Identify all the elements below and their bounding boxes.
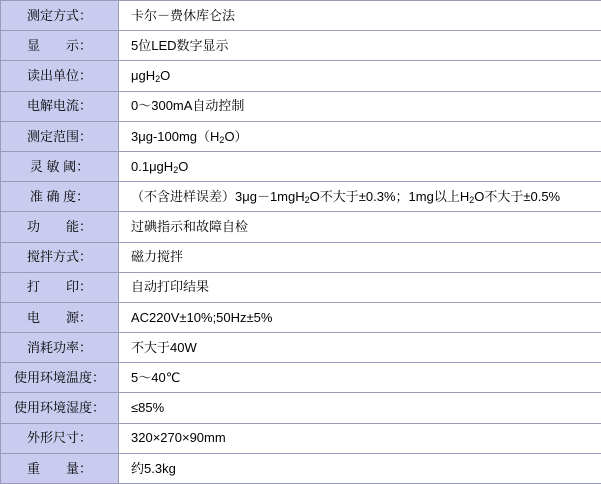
row-value-cell bbox=[119, 333, 601, 363]
row-label: 显 示： bbox=[26, 37, 92, 53]
row-label-cell bbox=[1, 272, 119, 302]
table-row bbox=[1, 151, 601, 181]
row-value-cell bbox=[119, 272, 601, 302]
row-label: 灵 敏 阈： bbox=[29, 158, 90, 174]
row-label: 外形尺寸： bbox=[26, 430, 92, 446]
table-row bbox=[1, 182, 601, 212]
table-row bbox=[1, 333, 601, 363]
row-label-cell bbox=[1, 393, 119, 423]
row-value: 磁力搅拌 bbox=[131, 249, 184, 265]
row-label: 功 能： bbox=[26, 219, 92, 235]
row-value: 0.1μgH$_2$O bbox=[131, 158, 189, 175]
row-label-cell bbox=[1, 453, 119, 483]
table-row bbox=[1, 31, 601, 61]
row-label-cell bbox=[1, 151, 119, 181]
table-row bbox=[1, 302, 601, 332]
row-label-cell bbox=[1, 61, 119, 91]
row-label-cell bbox=[1, 91, 119, 121]
row-value-cell bbox=[119, 423, 601, 453]
row-value-cell bbox=[119, 91, 601, 121]
specifications-table-body bbox=[1, 1, 601, 484]
row-label-cell bbox=[1, 242, 119, 272]
row-label-cell bbox=[1, 212, 119, 242]
row-value-cell bbox=[119, 453, 601, 483]
row-value: （不含进样误差）3μg－1mgH$_2$O不大于±0.3%；1mg以上$H_2O$不大于±0.5% bbox=[131, 188, 561, 205]
row-value-cell bbox=[119, 212, 601, 242]
row-label: 使用环境温度： bbox=[13, 370, 105, 386]
row-value: 320×270×90mm bbox=[131, 430, 226, 446]
row-value-cell bbox=[119, 363, 601, 393]
row-value: 5位LED数字显示 bbox=[131, 37, 229, 53]
row-label: 消耗功率： bbox=[26, 339, 92, 355]
row-label: 使用环境湿度： bbox=[13, 400, 105, 416]
row-value: 0～300mA自动控制 bbox=[131, 98, 245, 114]
row-value: AC220V±10%;50Hz±5% bbox=[131, 309, 273, 325]
table-row bbox=[1, 61, 601, 91]
row-label: 打 印： bbox=[26, 279, 92, 295]
row-value-cell bbox=[119, 121, 601, 151]
row-label-cell bbox=[1, 31, 119, 61]
row-label: 搅拌方式： bbox=[26, 249, 92, 265]
table-row bbox=[1, 423, 601, 453]
row-value: $3\mu g-100mg(H_2O)$ bbox=[131, 128, 248, 145]
row-value-cell bbox=[119, 1, 601, 31]
table-row bbox=[1, 393, 601, 423]
row-label: 重 量： bbox=[26, 460, 92, 476]
row-label: 电 源： bbox=[26, 309, 92, 325]
table-row bbox=[1, 91, 601, 121]
row-value-cell bbox=[119, 151, 601, 181]
table-row bbox=[1, 363, 601, 393]
row-label: 准 确 度： bbox=[29, 188, 90, 204]
row-label: 测定方式： bbox=[26, 7, 92, 23]
row-value: μgH$_2$O bbox=[131, 68, 171, 85]
row-label-cell bbox=[1, 1, 119, 31]
table-row bbox=[1, 212, 601, 242]
row-value-cell bbox=[119, 302, 601, 332]
row-label-cell bbox=[1, 121, 119, 151]
row-value-cell bbox=[119, 242, 601, 272]
table-row bbox=[1, 242, 601, 272]
row-value-cell bbox=[119, 31, 601, 61]
row-label: 电解电流： bbox=[26, 98, 92, 114]
row-label-cell bbox=[1, 182, 119, 212]
row-value-cell bbox=[119, 182, 601, 212]
table-row bbox=[1, 121, 601, 151]
table-row bbox=[1, 272, 601, 302]
row-value: 约5.3kg bbox=[131, 460, 176, 476]
row-value-cell bbox=[119, 61, 601, 91]
table-row bbox=[1, 1, 601, 31]
row-label-cell bbox=[1, 423, 119, 453]
row-label-cell bbox=[1, 363, 119, 393]
row-value: 过碘指示和故障自检 bbox=[131, 219, 249, 235]
row-value: ≤85% bbox=[131, 400, 165, 416]
row-value: 5～40℃ bbox=[131, 370, 181, 386]
row-value: 卡尔－费休库仑法 bbox=[131, 7, 236, 23]
row-label-cell bbox=[1, 302, 119, 332]
table-row bbox=[1, 453, 601, 483]
row-value: 自动打印结果 bbox=[131, 279, 210, 295]
row-value-cell bbox=[119, 393, 601, 423]
row-label: 测定范围： bbox=[26, 128, 92, 144]
row-label-cell bbox=[1, 333, 119, 363]
row-label: 读出单位： bbox=[26, 68, 92, 84]
row-value: 不大于40W bbox=[131, 339, 197, 355]
